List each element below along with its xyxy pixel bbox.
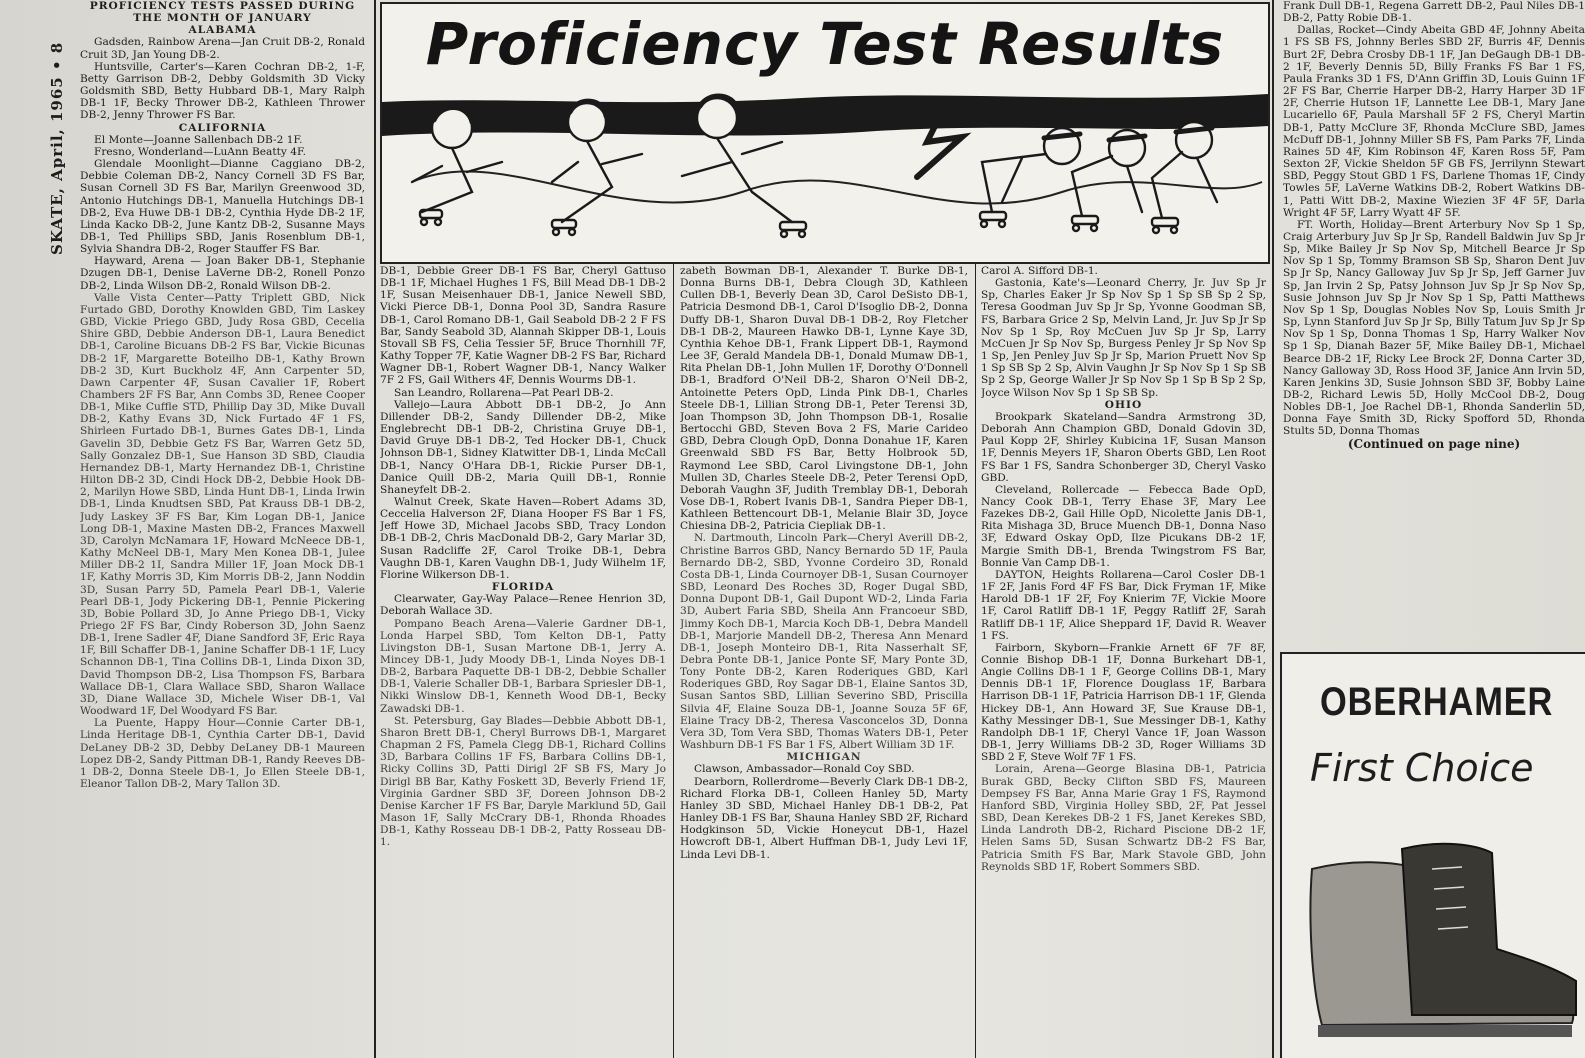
paragraph: La Puente, Happy Hour—Connie Carter DB-1, Linda Heritage DB-1, Cynthia Carter DB-1, David DeLaney DB-2 3D, Debby DeLaney DB-1 Maureen Lopez DB-2, Sandy Pittman DB-1, Randy Reeves DB-1 DB-2, Donna Steele DB-1, Jo Ellen Steele DB-1, Eleanor Tallon DB-2, Mary Tallon 3D. [80, 717, 365, 790]
paragraph: Hayward, Arena — Joan Baker DB-1, Stephanie Dzugen DB-1, Denise LaVerne DB-2, Ronell Ponzo DB-2, Linda Wilson DB-2, Ronald Wilson DB-2. [80, 255, 365, 292]
issue-label: SKATE, April, 1965 • 8 [48, 41, 66, 255]
paragraph: DAYTON, Heights Rollarena—Carol Cosler DB-1 1F 2F, Janis Ford 4F FS Bar, Dick Fryman 1F, Mike Harold DB-1 1F 2F, Foy Knierim 7F, Vickie Moore 1F, Carol Ratliff DB-1 1F, Peggy Ratliff 2F, Sarah Ratliff DB-1 1F, Alice Sheppard 1F, David R. Weaver 1 FS. [981, 568, 1266, 642]
paragraph: Frank Dull DB-1, Regena Garrett DB-2, Paul Niles DB-1 DB-2, Patty Robie DB-1. [1283, 0, 1585, 25]
paragraph: (Continued on page nine) [1347, 436, 1521, 451]
paragraph: FLORIDA [491, 581, 555, 594]
paragraph: Glendale Moonlight—Dianne Caggiano DB-2, Debbie Coleman DB-2, Nancy Cornell 3D FS Bar, Susan Cornell 3D FS Bar, Marilyn Greenwood 3D, Antonio Hutchings DB-1, Manuella Hutchings DB-1 DB-2, Eva Huwe DB-1 DB-2, Cynthia Hyde DB-2 1F, Linda Kacko DB-2, June Kantz DB-2, Susanne Mays DB-1, Ted Phillips SBD, Janis Rosenblum DB-1, Sylvia Shandra DB-2, Roger Stauffer FS Bar. [80, 158, 365, 256]
oberhamer-advertisement [1280, 652, 1585, 1058]
paragraph: MICHIGAN [786, 751, 862, 764]
paragraph: Lorain, Arena—George Blasina DB-1, Patricia Burak GBD, Becky Clifton SBD FS, Maureen Dempsey FS Bar, Anna Marie Gray 1 FS, Raymond Hanford SBD, Virginia Holley SBD, 2F, Pat Jessel SBD, Dean Kerekes DB-2 1 FS, Janet Kerekes SBD, Linda Landroth DB-2, Richard Piscione DB-2 1F, Helen Sams 5D, Susan Schwartz DB-2 FS Bar, Patricia Smith FS Bar, Mark Stavole GBD, John Reynolds SBD 1F, Robert Sommers SBD. [981, 763, 1266, 873]
paragraph: Brookpark Skateland—Sandra Armstrong 3D, Deborah Ann Champion GBD, Donald Gdovin 3D, Paul Kopp 2F, Shirley Kubicina 1F, Susan Manson 1F, Dennis Meyers 1F, Sharon Oberts GBD, Len Root FS Bar 1 FS, Sandra Schonberger 3D, Cheryl Vasko GBD. [981, 410, 1266, 484]
paragraph: Huntsville, Carter's—Karen Cochran DB-2, 1-F, Betty Garrison DB-2, Debby Goldsmith 3D Vicky Goldsmith SBD, Betty Hubbard DB-1, Mary Ralph DB-1 1F, Becky Thrower DB-2, Kathleen Thrower DB-2, Jenny Thrower FS Bar. [80, 60, 365, 122]
paragraph: St. Petersburg, Gay Blades—Debbie Abbott DB-1, Sharon Brett DB-1, Cheryl Burrows DB-1, Margaret Chapman 2 FS, Pamela Clegg DB-1, Richard Collins 3D, Barbara Collins 1F FS, Barbara Collins DB-1, Ricky Collins 3D, Patti Dirigl 2F SB FS, Mary Jo Dirigl BB Bar, Kathy Foskett 3D, Beverly Friend 1F, Virginia Gardner SBD 3F, Doreen Johnson DB-2 Denise Karcher 1F FS Bar, Daryle Marklund 5D, Gail Mason 1F, Sally McCrary DB-1, Rhonda Rhoades DB-1, Kathy Rosseau DB-1 DB-2, Patty Rosseau DB-1. [380, 714, 666, 849]
column-rule [374, 0, 376, 1058]
text-column-5 [1283, 0, 1585, 646]
text-column-2 [380, 265, 666, 1058]
text-column-3 [680, 265, 968, 1058]
paragraph: El Monte—Joanne Sallenbach DB-2 1F. [94, 133, 303, 146]
paragraph: OHIO [1104, 398, 1143, 411]
skaters-illustration-icon [382, 82, 1268, 262]
paragraph: Gadsden, Rainbow Arena—Jan Cruit DB-2, Ronald Cruit 3D, Jan Young DB-2. [80, 36, 365, 61]
paragraph: Cleveland, Rollercade — Febecca Bade OpD, Nancy Cook DB-1, Terry Ehase 3F, Mary Lee Fazekes DB-2, Gail Hille OpD, Nicolette Janis DB-1, Rita Mishaga 3D, Bruce Muench DB-1, Donna Naso 3F, Edward Oskay OpD, Ilze Picukans DB-2 1F, Margie Smith DB-1, Brenda Twingstrom FS Bar, Bonnie Van Camp DB-1. [981, 483, 1266, 569]
paragraph: San Leandro, Rollarena—Pat Pearl DB-2. [394, 386, 614, 399]
paragraph: Dallas, Rocket—Cindy Abeita GBD 4F, Johnny Abeita 1 FS SB FS, Johnny Berles SBD 2F, Burris 4F, Dennis Burt 2F, Debra Crosby DB-1 1F, Jan DeGaugh DB-1 DB-2 1F, Beverly Dennis 5D, Billy Franks FS Bar 1 FS, Paula Franks 3D 1 FS, D'Ann Griffin 3D, Louis Guinn 1F 2F FS Bar, Cherrie Harper DB-2, Harry Harper 3D 1F 2F, Cherrie Hutson 1F, Lannette Lee DB-1, Mary Jane Lucariello 6F, Paula Marshall 5F 2 FS, Cheryl Martin DB-1, Patty McClure 3F, Rhonda McClure SBD, James McDuff DB-1, Johnny Miller SB FS, Pam Parks 7F, Linda Raines 5D 4F, Kim Robinson 4F, Karen Ross 5F, Pam Sexton 2F, Vickie Sheldon 5F GB FS, Jerrilynn Stewart SBD, Peggy Stout GBD 1 FS, Darlene Thomas 1F, Cindy Towles 5F, LaVerne Watkins DB-2, Robert Watkins DB-1, Patti Witt DB-2, Maxine Wiezien 3F 4F 5F, Darla Wright 4F 5F, Larry Wyatt 4F 5F. [1283, 24, 1585, 219]
paragraph: Valle Vista Center—Patty Triplett GBD, Nick Furtado GBD, Dorothy Knowlden GBD, Tim Laskey GBD, Vickie Priego GBD, Judy Rosa GBD, Cecelia Shire GBD, Debbie Anderson DB-1, Laura Benedict DB-1, Caroline Bicuans DB-2 FS Bar, Vickie Bicunas DB-2 1F, Margarette Boteilho DB-1, Kathy Brown DB-2 3D, Kurt Buckholz 4F, Ann Carpenter 5D, Dawn Carpenter 4F, Susan Cavalier 1F, Robert Chambers 2F FS Bar, Ann Combs 3D, Renee Cooper DB-1, Mike Cuffle STD, Phillip Day 3D, Mike Duvall DB-2, Kathy Evans 3D, Nick Furtado 4F 1 FS, Shirleen Furtado DB-1, Burnes Gates DB-1, Linda Gavelin 3D, Debbie Getz FS Bar, Warren Getz 5D, Sally Gonzalez DB-1, Sue Hanson 3D SBD, Claudia Hernandez DB-1, Marty Hernandez DB-1, Christine Hilton DB-2 3D, Cindi Hock DB-2, Debbie Hook DB-2, Marilyn Howe SBD, Linda Hunt DB-1, Linda Irwin DB-1, Linda Knudtsen SBD, Pat Krauss DB-1 DB-2, Judy Laskey 3F FS Bar, Kim Logan DB-1, Janice Long DB-1, Maxine Masten DB-2, Frances Maxwell 3D, Carolyn McNamara 1F, Howard McNeece DB-1, Kathy McNeel DB-1, Mary Men Konea DB-1, Julee Miller DB-2 1I, Sandra Miller 1F, Joan Mock DB-1 1F, Kathy Morris 3D, Kim Morris DB-2, Jann Noddin 3D, Susan Parry 5D, Pamela Pearl DB-1, Valerie Pearl DB-1, Jody Pickering DB-1, Pennie Pickering 3D, Bobie Pollard 3D, Jo Anne Priego DB-1, Vicky Priego 2F FS Bar, Cindy Roberson 3D, John Saenz DB-1, Irene Sadler 4F, Diane Sandford 3F, Eric Raya 1F, Bill Schaffer DB-1, Janine Schaffer DB-1 1F, Lucy Schannon DB-1, Tina Collins DB-1, Linda Dixon 3D, David Thompson DB-2, Lisa Thompson FS, Barbara Wallace DB-1, Clara Wallace SBD, Sharon Wallace 3D, Diane Wallace 3D, Michele Wiser DB-1, Val Woodward 1F, Del Woodyard FS Bar. [80, 291, 365, 718]
column-rule [673, 262, 674, 1058]
ad-tagline: First Choice [1310, 746, 1534, 790]
paragraph: Dearborn, Rollerdrome—Beverly Clark DB-1 DB-2, Richard Florka DB-1, Colleen Hanley 5D, Marty Hanley 3D SBD, Michael Hanley DB-1 DB-2, Pat Hanley DB-1 FS Bar, Shauna Hanley SBD 2F, Richard Hodgkinson 5D, Vickie Honeycut DB-1, Hazel Howcroft DB-1, Albert Huffman DB-1, Judy Levi 1F, Linda Levi DB-1. [680, 775, 968, 861]
paragraph: Vallejo—Laura Abbott DB-1 DB-2, Jo Ann Dillender DB-2, Sandy Dillender DB-2, Mike Englebrecht DB-1 DB-2, Christina Gruye DB-1, David Gruye DB-1 DB-2, Ted Hocker DB-1, Chuck Johnson DB-1, Sidney Klatwitter DB-1, Linda McCall DB-1, Nancy O'Hara DB-1, Rickie Purser DB-1, Danice Quill DB-2, Maria Quill DB-1, Ronnie Shaneyfelt DB-2. [380, 398, 666, 496]
paragraph: Fairborn, Skyborn—Frankie Arnett 6F 7F 8F, Connie Bishop DB-1 1F, Donna Burkehart DB-1, Angie Collins DB-1 1 F, George Collins DB-1, Mary Dennis DB-1 1F, Florence Douglass 1F, Barbara Harrison DB-1 1F, Patricia Harrison DB-1 1F, Glenda Hickey DB-1, Ann Howard 3F, Sue Krause DB-1, Kathy Messinger DB-1, Sue Messinger DB-1, Kathy Randolph DB-1 1F, Cheryl Vance 1F, Joan Wasson DB-1, Jerry Williams DB-2 3D, Roger Williams 3D SBD 2 F, Steve Wolf 7F 1 FS. [981, 641, 1266, 764]
paragraph: Carol A. Sifford DB-1. [981, 265, 1098, 277]
paragraph: Fresno, Wonderland—LuAnn Beatty 4F. [94, 145, 307, 158]
paragraph: Clearwater, Gay-Way Palace—Renee Henrion 3D, Deborah Wallace 3D. [380, 593, 666, 618]
proficiency-banner [380, 2, 1270, 264]
ad-brand: OBERHAMER [1320, 680, 1554, 724]
text-column-1 [80, 0, 365, 1058]
paragraph: DB-1, Debbie Greer DB-1 FS Bar, Cheryl Gattuso DB-1 1F, Michael Hughes 1 FS, Bill Mead DB-1 DB-2 1F, Susan Meisenhauer DB-1, Janice Newell SBD, Vicki Pierce DB-1, Donna Pool 3D, Sandra Rasure DB-1, Carol Romano DB-1, Gail Seabold DB-2 2 F FS Bar, Sandy Seabold 3D, Alannah Skipper DB-1, Louis Stovall SB FS, Celia Tessier 5F, Bruce Thornhill 7F, Kathy Topper 7F, Katie Wagner DB-2 FS Bar, Richard Wagner DB-1, Robert Wagner DB-1, Nancy Walker 7F 2 FS, Gail Withers 4F, Dennis Wourms DB-1. [380, 265, 666, 387]
paragraph: FT. Worth, Holiday—Brent Arterbury Nov Sp 1 Sp, Craig Arterbury Juv Sp Jr Sp, Randell Baldwin Juv Sp Jr Sp, Mike Bailey Jr Sp Nov Sp, Mitchell Bearce Jr Sp Nov Sp 1 Sp, Tommy Bramson SB Sp, Sharon Dent Juv Sp Jr Sp, Nancy Galloway Juv Sp Jr Sp, Jeff Garner Juv Sp, Jan Irvin 2 Sp, Patsy Johnson Juv Sp Jr Sp Nov Sp, Susie Johnson Juv Sp Jr Nov Sp 1 Sp, Patti Matthews Nov Sp 1 Sp, Douglas Nobles Nov Sp, Louis Smith Jr Sp, Lynn Stanford Juv Sp Jr Sp, Billy Tatum Juv Sp Jr Sp Nov Sp 1 Sp, Donna Thomas 1 Sp, Harry Walker Nov Sp 1 Sp, Dianah Bazer 5F, Mike Bailey DB-1, Michael Bearce DB-2 1F, Ricky Lee Brock 2F, Donna Carter 3D, Nancy Galloway 3D, Ross Hood 3F, Janice Ann Irvin 5D, Karen Jenkins 3D, Susie Johnson SBD 3F, Bobby Laine DB-2, Richard Lewis 5D, Holly McCool DB-2, Doug Nobles DB-1, Joe Rachel DB-1, Rhonda Sanderlin 5D, Donna Faye Smith 3D, Ricky Spofford 5D, Rhonda Stults 5D, Donna Thomas [1283, 218, 1585, 438]
side-margin-label [40, 0, 70, 270]
paragraph: N. Dartmouth, Lincoln Park—Cheryl Averill DB-2, Christine Barros GBD, Nancy Bernardo 5D 1F, Paula Bernardo DB-2, SBD, Yvonne Cordeiro 3D, Ronald Costa DB-1, Linda Cournoyer DB-1, Susan Cournoyer SBD, Leonard Des Roches 3D, Roger Dugal SBD, Donna Dupont DB-1, Gail Dupont WD-2, Linda Faria 3D, Aubert Faria SBD, Sheila Ann Francoeur SBD, Jimmy Koch DB-1, Marcia Koch DB-1, Debra Mandell DB-1, Marjorie Mandell DB-2, Theresa Ann Menard DB-1, Joseph Monteiro DB-1, Rita Nasserhalt SF, Debra Ponte DB-1, Janice Ponte SF, Mary Ponte 3D, Tony Ponte DB-2, Karen Roderiques GBD, Karl Roderiques GBD, Roy Sagar DB-1, Elaine Santos 3D, Susan Santos SBD, Lillian Severino SBD, Priscilla Silvia 4F, Elaine Souza DB-1, Joanne Souza 5F 6F, Elaine Tracy DB-2, Theresa Vasconcelos 3D, Donna Vera 3D, Tom Vera SBD, Thomas Waters DB-1, Peter Washburn DB-1 FS Bar 1 FS, Albert William 3D 1F. [680, 532, 968, 752]
paragraph: PROFICIENCY TESTS PASSED DURING THE MONTH OF JANUARY [89, 0, 356, 25]
banner-title: Proficiency Test Results [425, 10, 1225, 78]
column-rule [1272, 0, 1274, 1058]
column-rule [975, 262, 976, 1058]
paragraph: Clawson, Ambassador—Ronald Coy SBD. [694, 763, 915, 776]
paragraph: Pompano Beach Arena—Valerie Gardner DB-1, Londa Harpel SBD, Tom Kelton DB-1, Patty Livingston DB-1, Susan Martone DB-1, Jerry A. Mincey DB-1, Judy Moody DB-1, Linda Noyes DB-1 DB-2, Barbara Paquette DB-1 DB-2, Debbie Schaller DB-1, Valerie Schaller DB-1, Barbara Spriesler DB-1, Nikki Winslow DB-1, Kenneth Wood DB-1, Becky Zawadski DB-1. [380, 617, 666, 715]
paragraph: Walnut Creek, Skate Haven—Robert Adams 3D, Ceccelia Halverson 2F, Diana Hooper FS Bar 1 FS, Jeff Howe 3D, Michael Jacobs SBD, Tracy London DB-1 DB-2, Chris MacDonald DB-2, Gary Marlar 3D, Susan Radcliffe 2F, Carol Troike DB-1, Debra Vaughn DB-1, Karen Vaughn DB-1, Judy Wilhelm 1F, Florine Wilkerson DB-1. [380, 495, 666, 581]
skate-boot-icon [1292, 839, 1582, 1049]
text-column-4 [981, 265, 1266, 1058]
paragraph: zabeth Bowman DB-1, Alexander T. Burke DB-1, Donna Burns DB-1, Debra Clough 3D, Kathleen Cullen DB-1, Beverly Dean 3D, Carol DeSisto DB-1, Patricia Desmond DB-1, Carol D'Isoglio DB-2, Donna Duffy DB-1, Sharon Duval DB-1 DB-2, Roy Fletcher DB-1 DB-2, Maureen Hawko DB-1, Lynne Kaye 3D, Cynthia Kehoe DB-1, Frank Lippert DB-1, Raymond Lee 3F, Gerald Mandela DB-1, Donald Mumaw DB-1, Rita Phelan DB-1, John Mullen 1F, Dorothy O'Donnell DB-1, Bradford O'Neil DB-2, Sharon O'Neil DB-2, Antoinette Peters OpD, Linda Pink DB-1, Charles Steele DB-1, Lillian Strong DB-1, Peter Terensi 3D, Joan Thompson 3D, John Thompson DB-1, Rosalie Bertocchi GBD, Steven Bova 2 FS, Marie Carideo GBD, Debra Clough OpD, Donna Donahue 1F, Karen Greenwald SBD FS Bar, Betty Holbrook 5D, Raymond Lee SBD, Carol Livingstone DB-1, John Mullen 3D, Charles Steele DB-2, Peter Terensi OpD, Deborah Vaughn 3F, Judith Tremblay DB-1, Deborah Vose DB-1, Robert Ivanis DB-1, Sandra Pieper DB-1, Kathleen Bettencourt DB-1, Melanie Blair 3D, Joyce Chiesina DB-2, Patricia Ciepliak DB-1. [680, 265, 968, 533]
paragraph: CALIFORNIA [178, 121, 267, 134]
paragraph: Gastonia, Kate's—Leonard Cherry, Jr. Juv Sp Jr Sp, Charles Eaker Jr Sp Nov Sp 1 Sp SB Sp 2 Sp, Teresa Goodman Juv Sp Jr Sp, Yvonne Goodman SB, FS, Barbara Grice 2 Sp, Melvin Land, Jr. Juv Sp Jr Sp Nov Sp 1 Sp, Roy McCuen Juv Sp Jr Sp, Larry McCuen Jr Sp Nov Sp, Burgess Penley Jr Sp Nov Sp 1 Sp, Jen Penley Juv Sp Jr Sp, Marion Pruett Nov Sp 1 Sp SB Sp 2 Sp, Alvin Vaughn Jr Sp Nov Sp 1 Sp SB Sp 2 Sp, George Waller Jr Sp Nov Sp 1 Sp B Sp 2 Sp, Joyce Wilson Nov Sp 1 Sp SB Sp. [981, 277, 1266, 399]
paragraph: ALABAMA [188, 24, 257, 37]
